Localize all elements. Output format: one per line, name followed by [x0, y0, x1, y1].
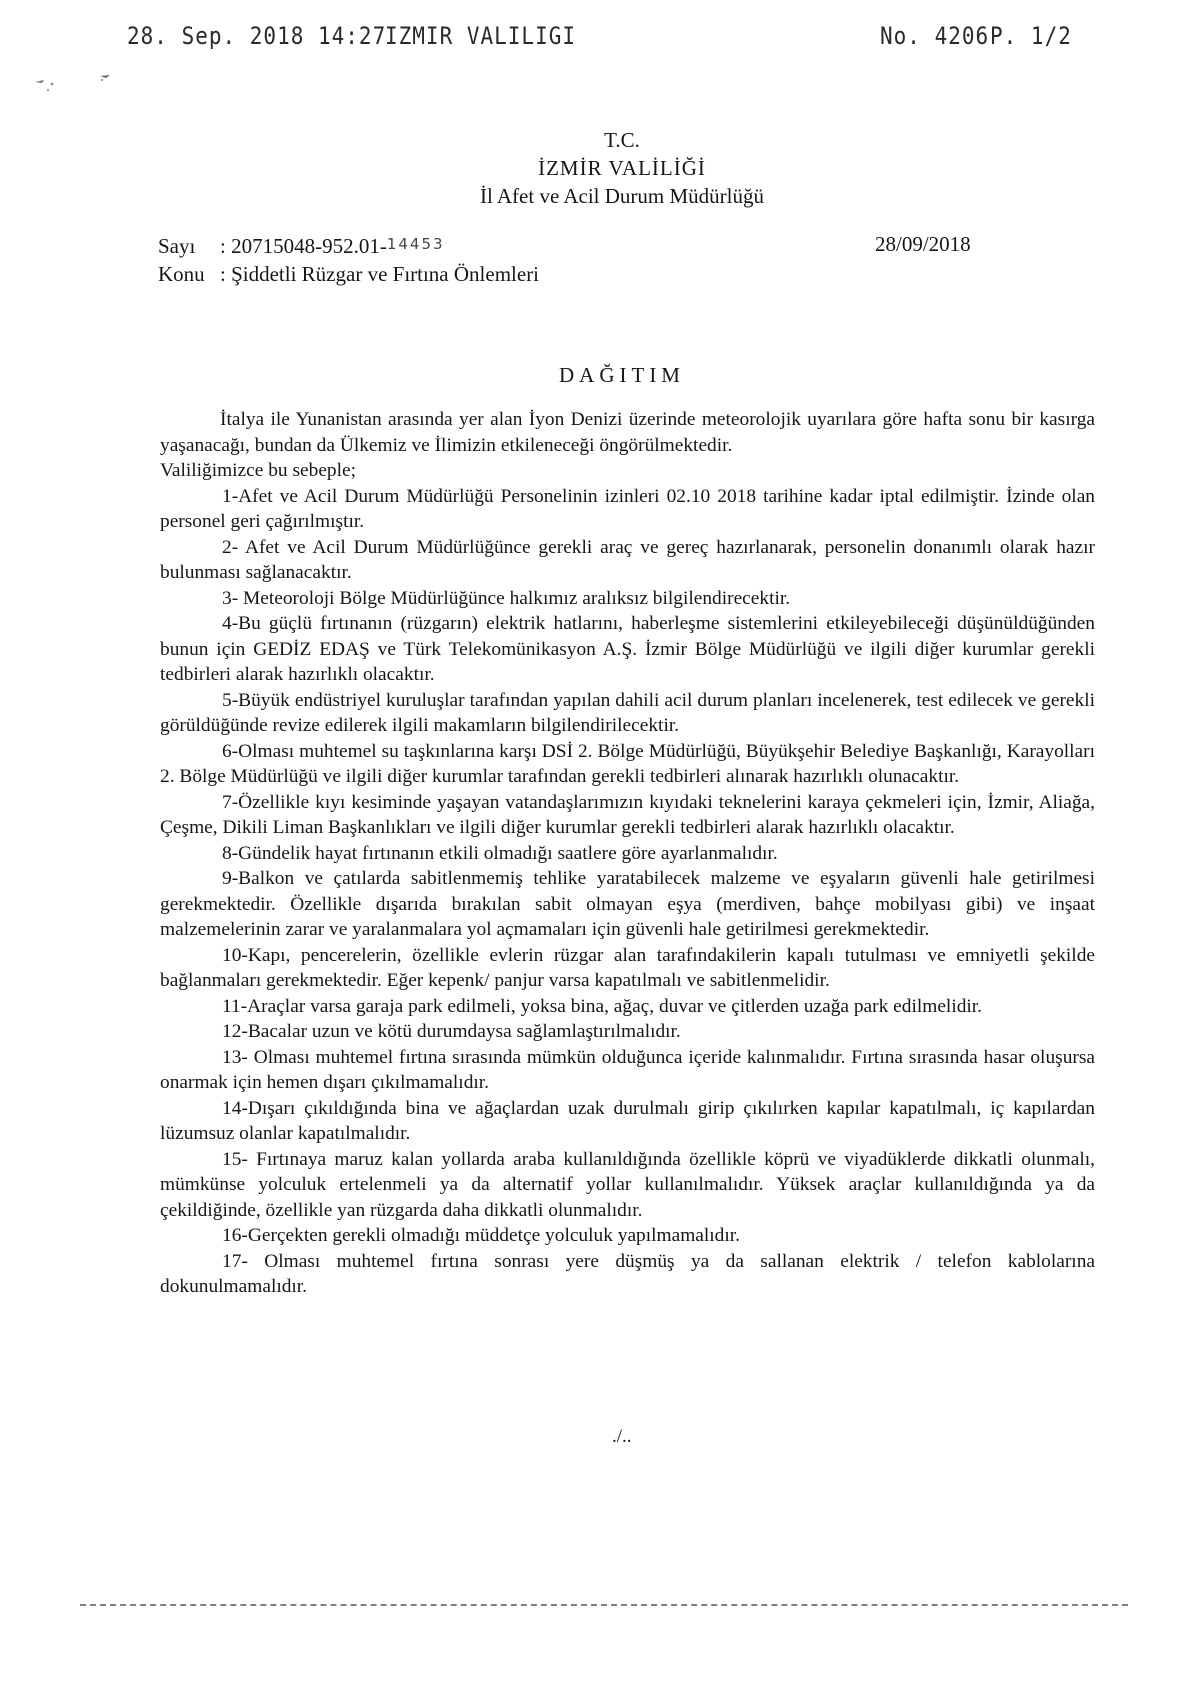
measure-item: 1-Afet ve Acil Durum Müdürlüğü Personelinin izinleri 02.10 2018 tarihine kadar iptal edilmiştir. İzinde olan personel geri çağırılmıştır.: [160, 485, 1095, 532]
measure-item: 11-Araçlar varsa garaja park edilmeli, yoksa bina, ağaç, duvar ve çitlerden uzağa park edilmelidir.: [222, 995, 983, 1017]
measure-item: 7-Özellikle kıyı kesiminde yaşayan vatandaşlarımızın kıyıdaki teknelerini karaya çekmeleri için, İzmir, Aliağa, Çeşme, Dikili Liman Başkanlıkları ve ilgili diğer kurumlar gerekli tedbirleri alarak hazırlıklı olacaktır.: [160, 791, 1095, 838]
reference-number-value: : 20715048-952.01-: [220, 234, 387, 258]
subject-value: : Şiddetli Rüzgar ve Fırtına Önlemleri: [220, 262, 540, 286]
fax-transmission-header: [0, 24, 1200, 64]
page-bottom-rule: [80, 1604, 1128, 1606]
reference-number-row: [158, 230, 539, 260]
measure-item: 5-Büyük endüstriyel kuruluşlar tarafından yapılan dahili acil durum planları incelenerek, test edilecek ve gerekli görüldüğünde revize edilerek ilgili makamların bilgilendirilecektir.: [160, 689, 1095, 736]
fax-page-indicator: P. 1/2: [990, 22, 1072, 50]
measure-item: 6-Olması muhtemel su taşkınlarına karşı DSİ 2. Bölge Müdürlüğü, Büyükşehir Belediye Başkanlığı, Karayolları 2. Bölge Müdürlüğü ve ilgili diğer kurumlar tarafından gerekli tedbirleri alınarak hazırlıklı olunacaktır.: [160, 740, 1095, 787]
reference-number-label: Sayı: [158, 234, 196, 258]
subject-label: Konu: [158, 262, 205, 286]
letterhead: [0, 126, 1200, 210]
letterhead-department: İl Afet ve Acil Durum Müdürlüğü: [479, 184, 765, 208]
measure-item: 4-Bu güçlü fırtınanın (rüzgarın) elektrik hatlarını, haberleşme sistemlerini etkileyebileceği düşünüldüğünden bunun için GEDİZ EDAŞ ve Türk Telekomünikasyon A.Ş. İzmir Bölge Müdürlüğü ve ilgili diğer kurumlar gerekli tedbirleri alarak hazırlıklı olacaktır.: [160, 613, 1095, 685]
distribution-heading-text: DAĞITIM: [559, 363, 685, 387]
letterhead-governorship: İZMİR VALİLİĞİ: [538, 156, 706, 180]
measure-item: 13- Olması muhtemel fırtına sırasında mümkün olduğunca içeride kalınmalıdır. Fırtına sırasında hasar oluşursa onarmak için hemen dışarı çıkılmamalıdır.: [160, 1046, 1095, 1093]
measure-item: 2- Afet ve Acil Durum Müdürlüğünce gerekli araç ve gereç hazırlanarak, personelin donanımlı olarak hazır bulunması sağlanacaktır.: [160, 536, 1095, 583]
measure-item: 8-Gündelik hayat fırtınanın etkili olmadığı saatlere göre ayarlanmalıdır.: [222, 842, 778, 864]
measure-item: 10-Kapı, pencerelerin, özellikle evlerin rüzgar alan tarafındakilerin kapalı tutulması ve emniyetli şekilde bağlanmaları gerekmektedir. Eğer kepenk/ panjur varsa kapatılmalı ve sabitlenmelidir.: [160, 944, 1095, 991]
letter-body: [160, 407, 1095, 1300]
lead-sentence: Valiliğimizce bu sebeple;: [160, 460, 356, 481]
measure-item: 12-Bacalar uzun ve kötü durumdaysa sağlamlaştırılmalıdır.: [222, 1021, 681, 1042]
measure-item: 14-Dışarı çıkıldığında bina ve ağaçlardan uzak durulmalı girip çıkılırken kapılar kapatılmalı, iç kapılardan lüzumsuz olanlar kapatılmalıdır.: [160, 1097, 1095, 1144]
reference-number-handwritten: 14453: [386, 235, 445, 253]
fax-sender: IZMIR VALILIGI: [385, 22, 577, 50]
scan-specks: [30, 70, 130, 100]
document-date: 28/09/2018: [875, 232, 971, 256]
measure-item: 17- Olması muhtemel fırtına sonrası yere düşmüş ya da sallanan elektrik / telefon kablolarına dokunulmamalıdır.: [160, 1250, 1095, 1297]
measure-item: 16-Gerçekten gerekli olmadığı müddetçe yolculuk yapılmamalıdır.: [222, 1225, 740, 1246]
letterhead-country: T.C.: [604, 128, 640, 152]
measure-item: 3- Meteoroloji Bölge Müdürlüğünce halkımız aralıksız bilgilendirecektir.: [222, 587, 791, 609]
intro-paragraph: İtalya ile Yunanistan arasında yer alan İyon Denizi üzerinde meteorolojik uyarılara göre hafta sonu bir kasırga yaşanacağı, bundan da Ülkemiz ve İlimizin etkileneceği öngörülmektedir.: [160, 409, 1095, 456]
subject-row: [158, 260, 539, 288]
document-meta: [158, 230, 539, 288]
measure-item: 9-Balkon ve çatılarda sabitlenmemiş tehlike yaratabilecek malzeme ve eşyaların güvenli hale getirilmesi gerekmektedir. Özellikle dışarıda bırakılan sabit olmayan eşya (merdiven, bahçe mobilyası gibi) ve inşaat malzemelerinin zarar ve yaralanmalara yol açmamaları için güvenli hale getirilmesi gerekmektedir.: [160, 868, 1095, 940]
fax-datetime: 28. Sep. 2018 14:27: [127, 22, 387, 50]
distribution-heading: [0, 363, 1200, 388]
continuation-mark: ./..: [612, 1426, 632, 1447]
fax-number: No. 4206: [880, 22, 990, 50]
measure-item: 15- Fırtınaya maruz kalan yollarda araba kullanıldığında özellikle köprü ve viyadüklerde dikkatli olunmalı, mümkünse yolculuk ertelenmeli ya da alternatif yollar kullanılmalıdır. Yüksek araçlar kullanıldığında ya da çekildiğinde, özellikle yan rüzgarda daha dikkatli olunmalıdır.: [160, 1148, 1095, 1221]
